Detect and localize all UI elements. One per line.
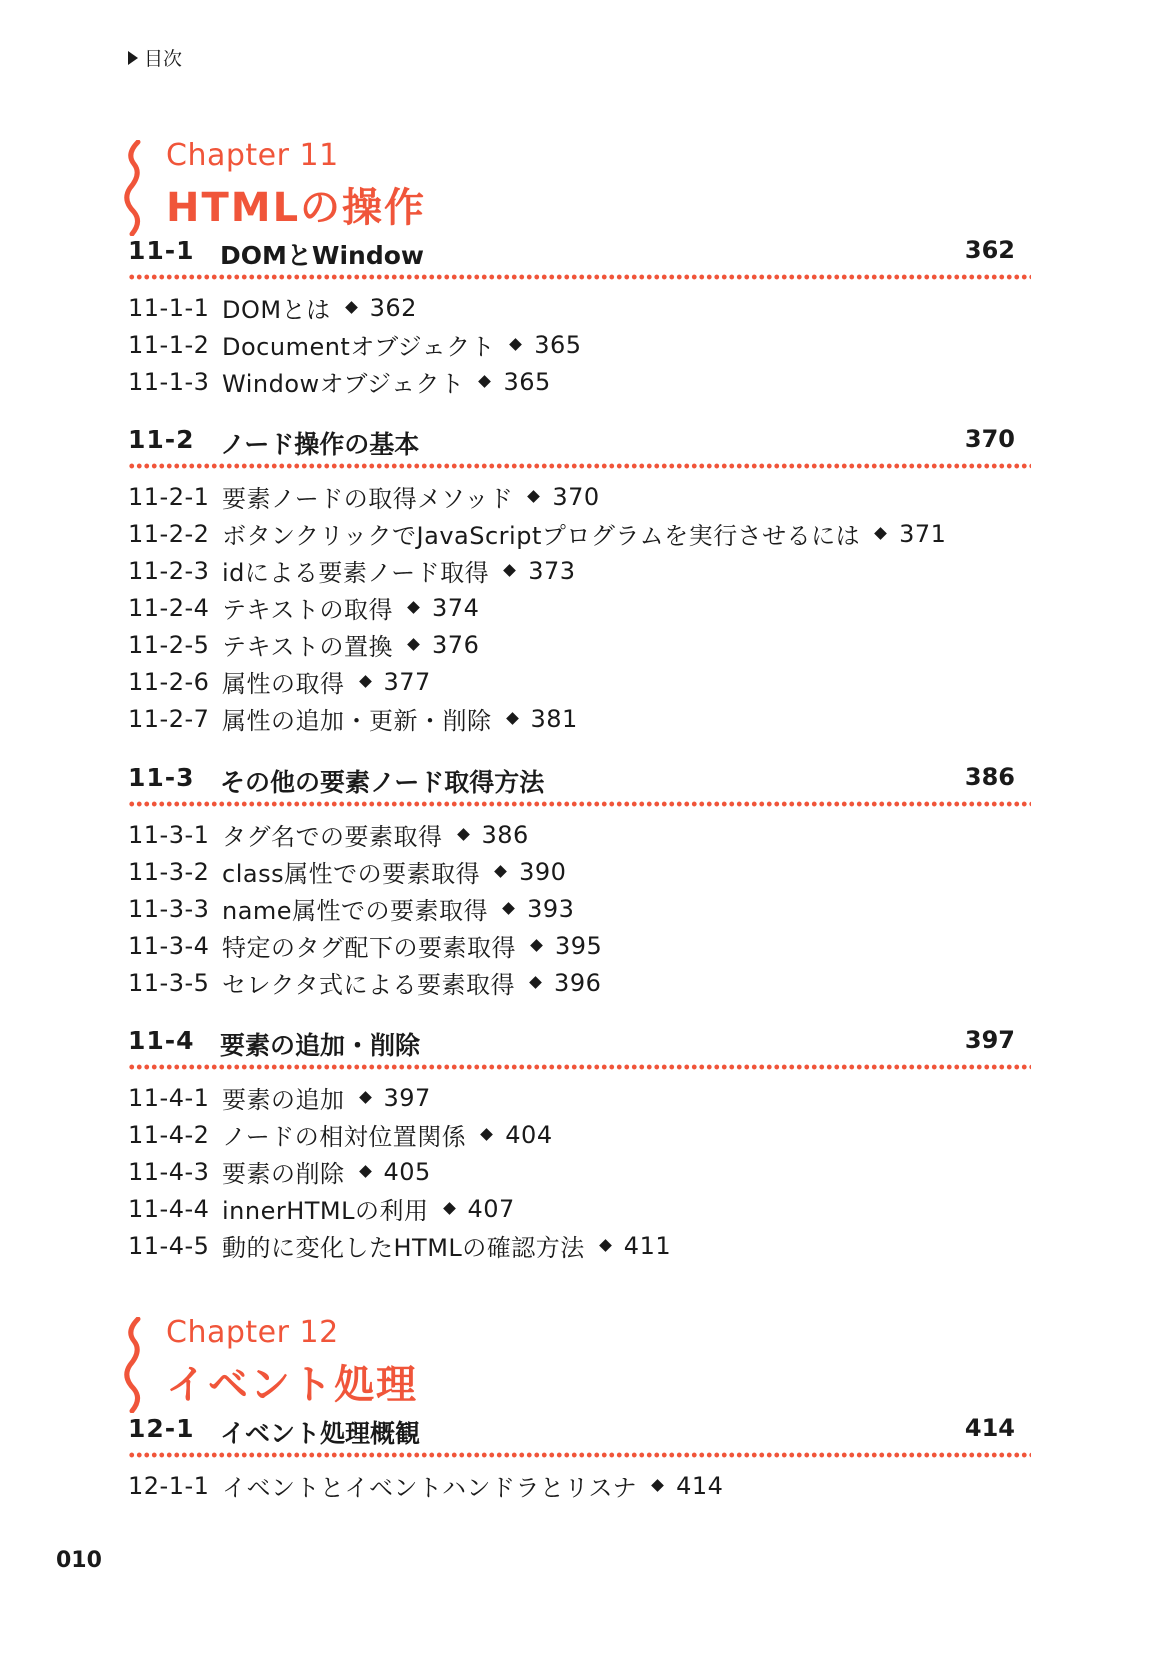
triangle-right-icon [128, 51, 138, 65]
item-number: 11-1-1 [128, 293, 210, 322]
toc-item[interactable] [128, 1080, 431, 1115]
item-number: 11-3-1 [128, 820, 210, 849]
item-title: テキストの置換 [222, 633, 394, 661]
item-title: テキストの取得 [222, 596, 394, 624]
dotted-divider [128, 1064, 1031, 1070]
section-heading[interactable] [128, 1414, 1031, 1450]
diamond-icon [359, 675, 372, 688]
item-page: 370 [552, 482, 600, 511]
item-title: イベントとイベントハンドラとリスナ [222, 1474, 638, 1502]
item-page: 393 [527, 894, 575, 923]
dotted-divider [128, 463, 1031, 469]
item-number: 11-1-3 [128, 367, 210, 396]
toc-item[interactable] [128, 327, 582, 362]
toc-item[interactable] [128, 1228, 671, 1263]
toc-item[interactable] [128, 516, 946, 551]
section-number: 11-3 [128, 763, 195, 792]
section-number: 11-4 [128, 1026, 195, 1055]
diamond-icon [509, 338, 522, 351]
section-heading[interactable] [128, 763, 1031, 799]
section-page: 362 [964, 236, 1015, 264]
section-page: 397 [964, 1026, 1015, 1054]
toc-header [128, 44, 182, 71]
item-title: DOMとは [222, 296, 331, 324]
item-title: タグ名での要素取得 [222, 823, 443, 851]
chapter-11-heading [124, 138, 1024, 238]
toc-item[interactable] [128, 627, 479, 662]
chapter-label: Chapter 11 [166, 138, 339, 173]
toc-item[interactable] [128, 817, 529, 852]
diamond-icon [503, 564, 516, 577]
item-page: 374 [432, 593, 480, 622]
item-page: 377 [383, 667, 431, 696]
chapter-title: イベント処理 [166, 1362, 418, 1408]
item-number: 12-1-1 [128, 1471, 210, 1500]
chapter-label: Chapter 12 [166, 1315, 339, 1350]
chapter-12-heading [124, 1315, 1024, 1415]
toc-item[interactable] [128, 553, 576, 588]
section-number: 11-1 [128, 236, 195, 265]
diamond-icon [443, 1202, 456, 1215]
section-page: 370 [964, 425, 1015, 453]
item-page: 365 [534, 330, 582, 359]
item-page: 407 [467, 1194, 515, 1223]
toc-item[interactable] [128, 1154, 431, 1189]
item-number: 11-3-3 [128, 894, 210, 923]
toc-item[interactable] [128, 590, 479, 625]
item-number: 11-3-4 [128, 931, 210, 960]
diamond-icon [457, 828, 470, 841]
chapter-title: HTMLの操作 [166, 185, 427, 231]
toc-item[interactable] [128, 664, 431, 699]
item-number: 11-1-2 [128, 330, 210, 359]
item-page: 373 [528, 556, 576, 585]
diamond-icon [502, 902, 515, 915]
section-number: 12-1 [128, 1414, 195, 1443]
toc-item[interactable] [128, 1468, 723, 1503]
dotted-divider [128, 274, 1031, 280]
chapter-wave-icon [124, 1317, 144, 1413]
toc-item[interactable] [128, 364, 551, 399]
item-number: 11-2-3 [128, 556, 210, 585]
item-number: 11-3-5 [128, 968, 210, 997]
item-number: 11-2-7 [128, 704, 210, 733]
item-page: 405 [383, 1157, 431, 1186]
page-number: 010 [56, 1548, 102, 1573]
item-title: innerHTMLの利用 [222, 1197, 429, 1225]
toc-item[interactable] [128, 1191, 515, 1226]
diamond-icon [479, 375, 492, 388]
section-heading[interactable] [128, 1026, 1031, 1062]
diamond-icon [874, 527, 887, 540]
item-title: idによる要素ノード取得 [222, 559, 490, 587]
diamond-icon [506, 712, 519, 725]
section-number: 11-2 [128, 425, 195, 454]
item-page: 395 [555, 931, 603, 960]
item-page: 411 [623, 1231, 672, 1260]
toc-item[interactable] [128, 1117, 553, 1152]
item-number: 11-2-6 [128, 667, 210, 696]
section-title: ノード操作の基本 [220, 430, 420, 459]
dotted-divider [128, 1452, 1031, 1458]
item-page: 396 [554, 968, 602, 997]
section-title: その他の要素ノード取得方法 [220, 768, 545, 797]
item-title: 属性の取得 [222, 670, 345, 698]
item-title: Documentオブジェクト [222, 333, 496, 361]
item-page: 365 [503, 367, 551, 396]
diamond-icon [494, 865, 507, 878]
item-title: 属性の追加・更新・削除 [222, 707, 492, 735]
item-number: 11-4-1 [128, 1083, 210, 1112]
diamond-icon [599, 1239, 612, 1252]
item-title: 要素の追加 [222, 1086, 345, 1114]
diamond-icon [530, 939, 543, 952]
section-page: 414 [964, 1414, 1015, 1442]
item-number: 11-2-1 [128, 482, 210, 511]
item-page: 386 [481, 820, 529, 849]
item-number: 11-4-5 [128, 1231, 210, 1260]
item-title: 要素の削除 [222, 1160, 345, 1188]
item-title: 特定のタグ配下の要素取得 [222, 934, 516, 962]
item-title: class属性での要素取得 [222, 860, 481, 888]
section-heading[interactable] [128, 236, 1031, 272]
section-heading[interactable] [128, 425, 1031, 461]
diamond-icon [359, 1165, 372, 1178]
toc-header-label: 目次 [144, 48, 183, 70]
diamond-icon [407, 638, 420, 651]
section-page: 386 [964, 763, 1015, 791]
chapter-wave-icon [124, 140, 144, 236]
item-number: 11-4-2 [128, 1120, 210, 1149]
toc-item[interactable] [128, 479, 600, 514]
item-title: ノードの相対位置関係 [222, 1123, 467, 1151]
toc-item[interactable] [128, 290, 417, 325]
item-number: 11-4-4 [128, 1194, 210, 1223]
item-page: 390 [519, 857, 567, 886]
toc-item[interactable] [128, 854, 566, 889]
diamond-icon [345, 301, 358, 314]
item-number: 11-2-2 [128, 519, 210, 548]
item-number: 11-3-2 [128, 857, 210, 886]
diamond-icon [480, 1128, 493, 1141]
item-title: ボタンクリックでJavaScriptプログラムを実行させるには [222, 522, 861, 550]
item-page: 362 [369, 293, 417, 322]
item-page: 414 [676, 1471, 724, 1500]
item-page: 371 [899, 519, 947, 548]
item-title: 動的に変化したHTMLの確認方法 [222, 1234, 585, 1262]
item-number: 11-2-5 [128, 630, 210, 659]
diamond-icon [359, 1091, 372, 1104]
diamond-icon [529, 976, 542, 989]
diamond-icon [651, 1479, 664, 1492]
item-title: セレクタ式による要素取得 [222, 971, 516, 999]
item-page: 404 [505, 1120, 553, 1149]
item-title: name属性での要素取得 [222, 897, 489, 925]
toc-item[interactable] [128, 965, 601, 1000]
toc-item[interactable] [128, 928, 602, 963]
item-page: 376 [432, 630, 480, 659]
section-title: イベント処理概観 [220, 1419, 421, 1448]
diamond-icon [527, 490, 540, 503]
toc-item[interactable] [128, 701, 578, 736]
item-page: 381 [530, 704, 578, 733]
item-number: 11-2-4 [128, 593, 210, 622]
section-title: DOMとWindow [220, 241, 424, 270]
diamond-icon [407, 601, 420, 614]
toc-item[interactable] [128, 891, 574, 926]
section-title: 要素の追加・削除 [220, 1031, 421, 1060]
item-title: 要素ノードの取得メソッド [222, 485, 514, 513]
dotted-divider [128, 801, 1031, 807]
item-title: Windowオブジェクト [222, 370, 465, 398]
item-page: 397 [383, 1083, 431, 1112]
item-number: 11-4-3 [128, 1157, 210, 1186]
